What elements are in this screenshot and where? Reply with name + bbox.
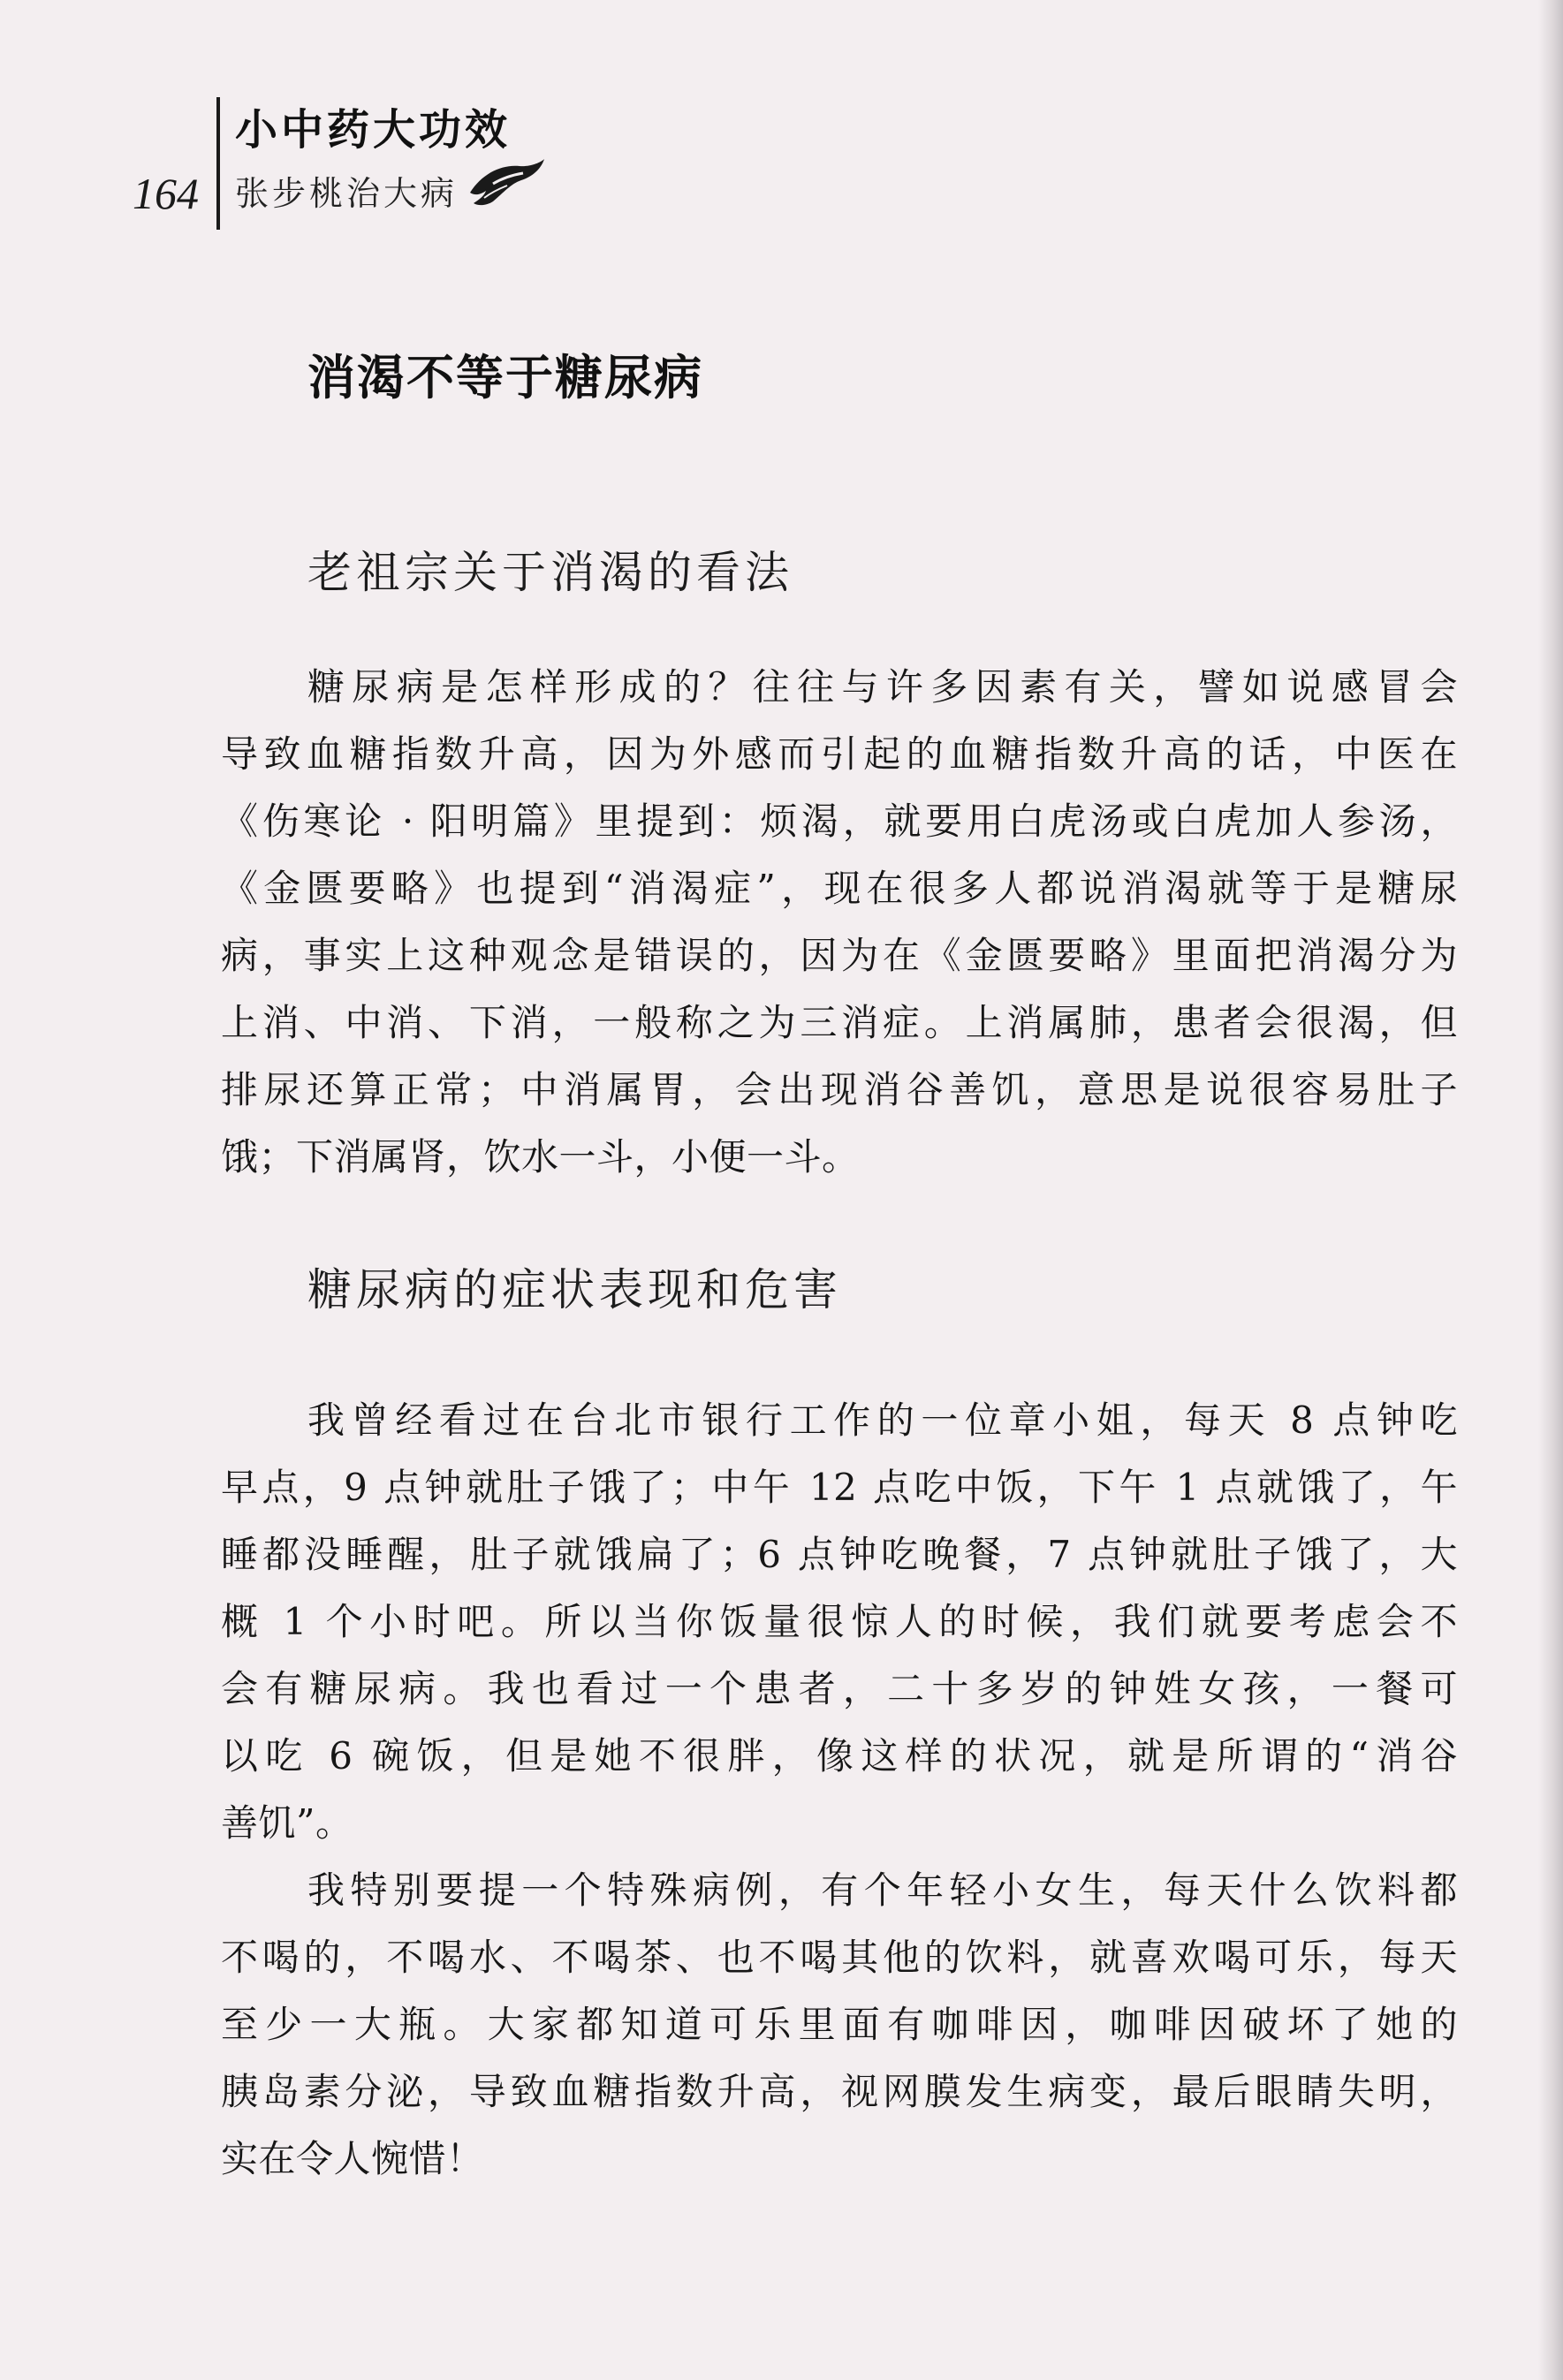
text-line: 《伤寒论 · 阳明篇》里提到：烦渴，就要用白虎汤或白虎加人参汤， bbox=[221, 800, 1458, 843]
page-edge-shadow bbox=[1538, 0, 1563, 2380]
text-line: 实在令人惋惜！ bbox=[221, 2137, 484, 2180]
series-title: 小中药大功效 bbox=[235, 105, 512, 155]
text-line: 胰岛素分泌，导致血糖指数升高，视网膜发生病变，最后眼睛失明， bbox=[221, 2070, 1458, 2113]
text-line: 导致血糖指数升高，因为外感而引起的血糖指数升高的话，中医在 bbox=[221, 732, 1458, 776]
page-number: 164 bbox=[133, 169, 199, 218]
text-line: 我特别要提一个特殊病例，有个年轻小女生，每天什么饮料都 bbox=[307, 1868, 1458, 1912]
series-subtitle: 张步桃治大病 bbox=[235, 174, 459, 213]
text-line: 糖尿病是怎样形成的？往往与许多因素有关，譬如说感冒会 bbox=[307, 665, 1458, 709]
paragraph bbox=[221, 654, 1458, 1191]
text-line: 我曾经看过在台北市银行工作的一位章小姐，每天 8 点钟吃 bbox=[307, 1398, 1458, 1442]
chapter-title: 消渴不等于糖尿病 bbox=[307, 350, 703, 406]
paragraph bbox=[221, 1857, 1458, 2193]
section-heading: 老祖宗关于消渴的看法 bbox=[307, 547, 793, 598]
text-line: 《金匮要略》也提到“消渴症”，现在很多人都说消渴就等于是糖尿 bbox=[221, 867, 1458, 910]
text-line: 不喝的，不喝水、不喝茶、也不喝其他的饮料，就喜欢喝可乐，每天 bbox=[221, 1936, 1458, 1979]
section-heading: 糖尿病的症状表现和危害 bbox=[307, 1264, 842, 1315]
paragraph bbox=[221, 1387, 1458, 1857]
text-line: 概 1 个小时吧。所以当你饭量很惊人的时候，我们就要考虑会不 bbox=[221, 1600, 1458, 1643]
text-line: 病，事实上这种观念是错误的，因为在《金匮要略》里面把消渴分为 bbox=[221, 934, 1458, 977]
text-line: 以吃 6 碗饭，但是她不很胖，像这样的状况，就是所谓的“消谷 bbox=[221, 1734, 1458, 1777]
text-line: 饿；下消属肾，饮水一斗，小便一斗。 bbox=[221, 1135, 860, 1179]
text-line: 会有糖尿病。我也看过一个患者，二十多岁的钟姓女孩，一餐可 bbox=[221, 1667, 1458, 1710]
text-line: 上消、中消、下消，一般称之为三消症。上消属肺，患者会很渴，但 bbox=[221, 1001, 1458, 1044]
text-line: 早点，9 点钟就肚子饿了；中午 12 点吃中饭，下午 1 点就饿了，午 bbox=[221, 1466, 1458, 1509]
header-divider bbox=[216, 97, 220, 230]
text-line: 睡都没睡醒，肚子就饿扁了；6 点钟吃晚餐，7 点钟就肚子饿了，大 bbox=[221, 1533, 1458, 1576]
text-line: 排尿还算正常；中消属胃，会出现消谷善饥，意思是说很容易肚子 bbox=[221, 1068, 1458, 1111]
brush-stroke-icon bbox=[467, 157, 546, 210]
text-line: 至少一大瓶。大家都知道可乐里面有咖啡因，咖啡因破坏了她的 bbox=[221, 2003, 1458, 2046]
running-header bbox=[124, 88, 583, 230]
text-line: 善饥”。 bbox=[221, 1801, 353, 1845]
